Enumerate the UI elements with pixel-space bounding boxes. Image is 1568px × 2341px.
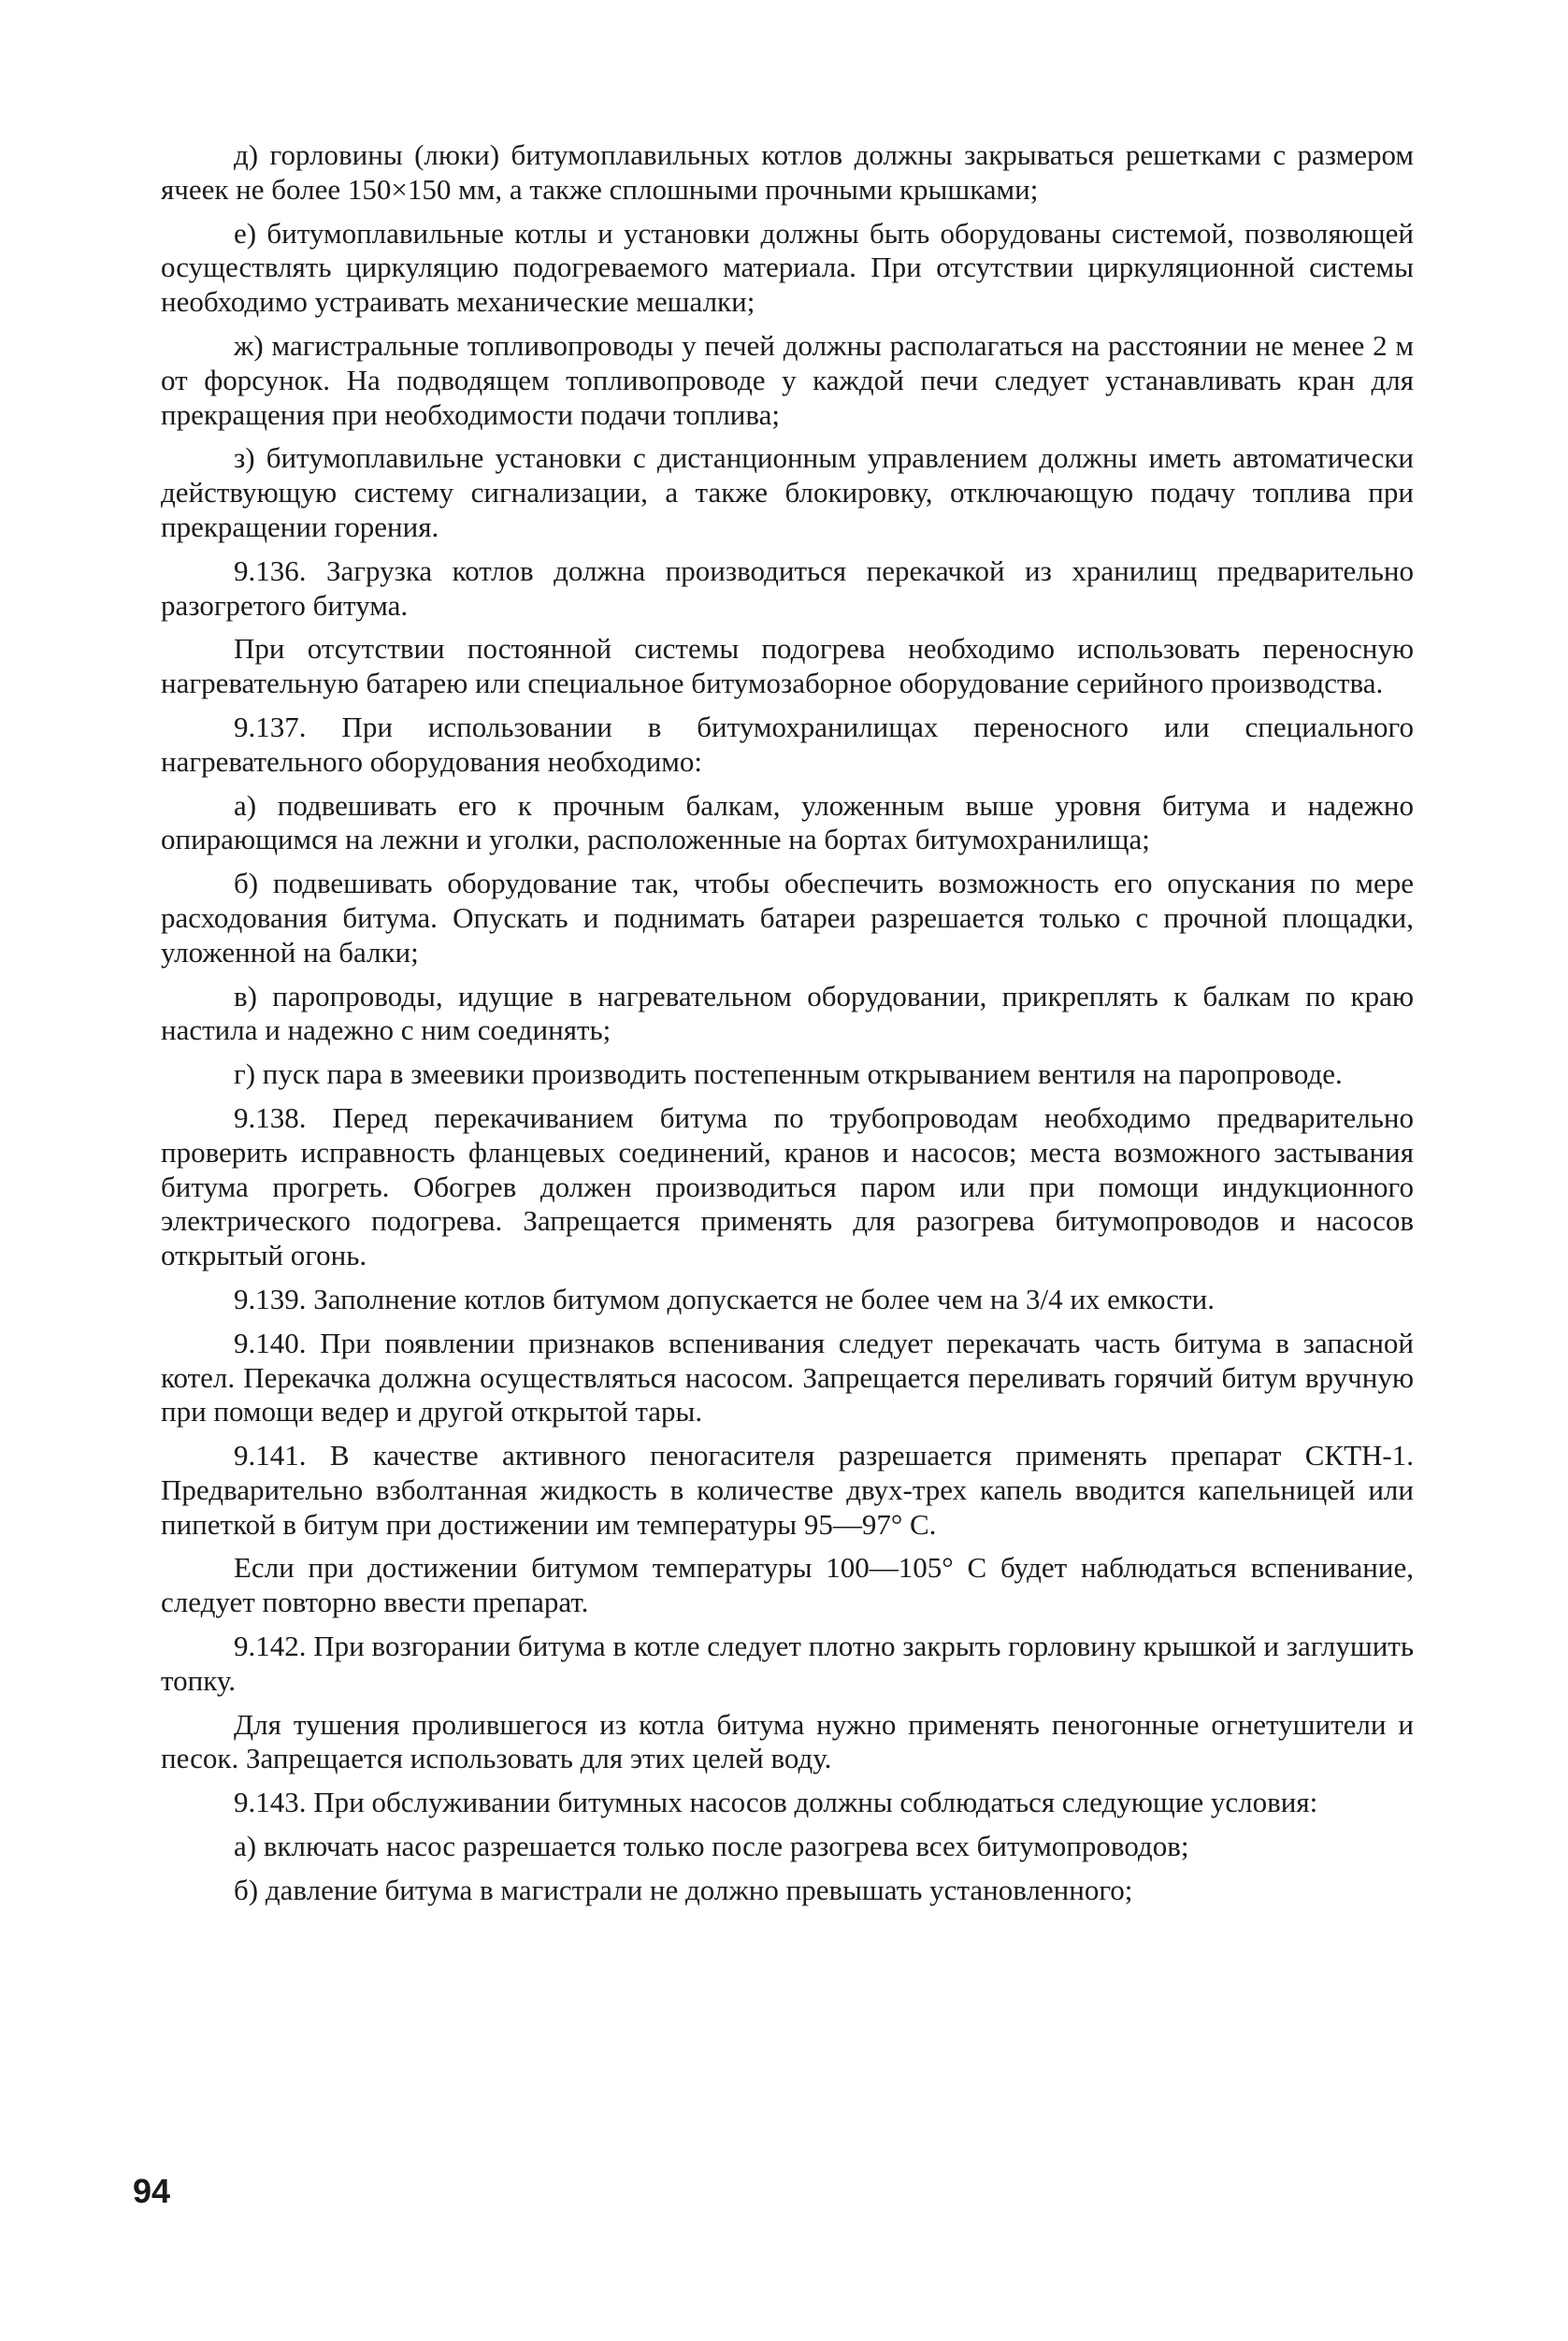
paragraph: б) давление битума в магистрали не должно превышать установленного; bbox=[234, 1873, 1133, 1906]
paragraph: 9.142. При возгорании битума в котле следует плотно закрыть горловину крышкой и заглушить топку. bbox=[161, 1630, 1414, 1697]
paragraph: 9.143. При обслуживании битумных насосов должны соблюдаться следующие условия: bbox=[234, 1786, 1318, 1819]
paragraph: а) включать насос разрешается только после разогрева всех битумопроводов; bbox=[234, 1830, 1189, 1863]
paragraph: б) подвешивать оборудование так, чтобы обеспечить возможность его опускания по мере расходования битума. Опускать и поднимать батареи разрешается только с прочной площадки, уложенной на балки; bbox=[161, 867, 1414, 969]
paragraph: Если при достижении битумом температуры 100—105° С будет наблюдаться вспенивание, следует повторно ввести препарат. bbox=[161, 1551, 1414, 1619]
paragraph: При отсутствии постоянной системы подогрева необходимо использовать переносную нагревательную батарею или специальное битумозаборное оборудование серийного производства. bbox=[161, 632, 1414, 700]
paragraph: д) горловины (люки) битумоплавильных котлов должны закрываться решетками с размером ячеек не более 150×150 мм, а также сплошными прочными крышками; bbox=[161, 138, 1414, 206]
paragraph: в) паропроводы, идущие в нагревательном оборудовании, прикреплять к балкам по краю настила и надежно с ним соединять; bbox=[161, 979, 1414, 1047]
page-number: 94 bbox=[133, 2172, 171, 2210]
paragraph: 9.138. Перед перекачиванием битума по трубопроводам необходимо предварительно проверить исправность фланцевых соединений, кранов и насосов; места возможного застывания битума прогреть. Обогрев должен производиться паром или при помощи индукционного электрического подогрева. Запрещается применять для разогрева битумопроводов и насосов открытый огонь. bbox=[161, 1100, 1414, 1272]
paragraph: 9.137. При использовании в битумохранилищах переносного или специального нагревательного оборудования необходимо: bbox=[161, 710, 1414, 778]
paragraph: 9.136. Загрузка котлов должна производиться перекачкой из хранилищ предварительно разогретого битума. bbox=[161, 553, 1414, 622]
paragraph: г) пуск пара в змеевики производить постепенным открыванием вентиля на паропроводе. bbox=[234, 1057, 1343, 1091]
paragraph: ж) магистральные топливопроводы у печей должны располагаться на расстоянии не менее 2 м от форсунок. На подводящем топливопроводе у каждой печи следует устанавливать кран для прекращения при необходимости подачи топлива; bbox=[161, 328, 1414, 431]
page-text bbox=[161, 138, 1414, 1917]
paragraph: а) подвешивать его к прочным балкам, уложенным выше уровня битума и надежно опирающимся на лежни и уголки, расположенные на бортах битумохранилища; bbox=[161, 788, 1414, 856]
paragraph: Для тушения пролившегося из котла битума нужно применять пеногонные огнетушители и песок. Запрещается использовать для этих целей воду. bbox=[161, 1707, 1414, 1775]
paragraph: з) битумоплавильне установки с дистанционным управлением должны иметь автоматически действующую систему сигнализации, а также блокировку, отключающую подачу топлива при прекращении горения. bbox=[161, 441, 1414, 543]
paragraph: 9.141. В качестве активного пеногасителя разрешается применять препарат СКТН-1. Предварительно взболтанная жидкость в количестве двух-трех капель вводится капельницей или пипеткой в битум при достижении им температуры 95—97° С. bbox=[161, 1439, 1414, 1541]
paragraph: 9.140. При появлении признаков вспенивания следует перекачать часть битума в запасной котел. Перекачка должна осуществляться насосом. Запрещается переливать горячий битум вручную при помощи ведер и другой открытой тары. bbox=[161, 1326, 1414, 1429]
paragraph: 9.139. Заполнение котлов битумом допускается не более чем на 3/4 их емкости. bbox=[234, 1282, 1215, 1315]
paragraph: е) битумоплавильные котлы и установки должны быть оборудованы системой, позволяющей осуществлять циркуляцию подогреваемого материала. При отсутствии циркуляционной системы необходимо устраивать механические мешалки; bbox=[161, 216, 1414, 319]
